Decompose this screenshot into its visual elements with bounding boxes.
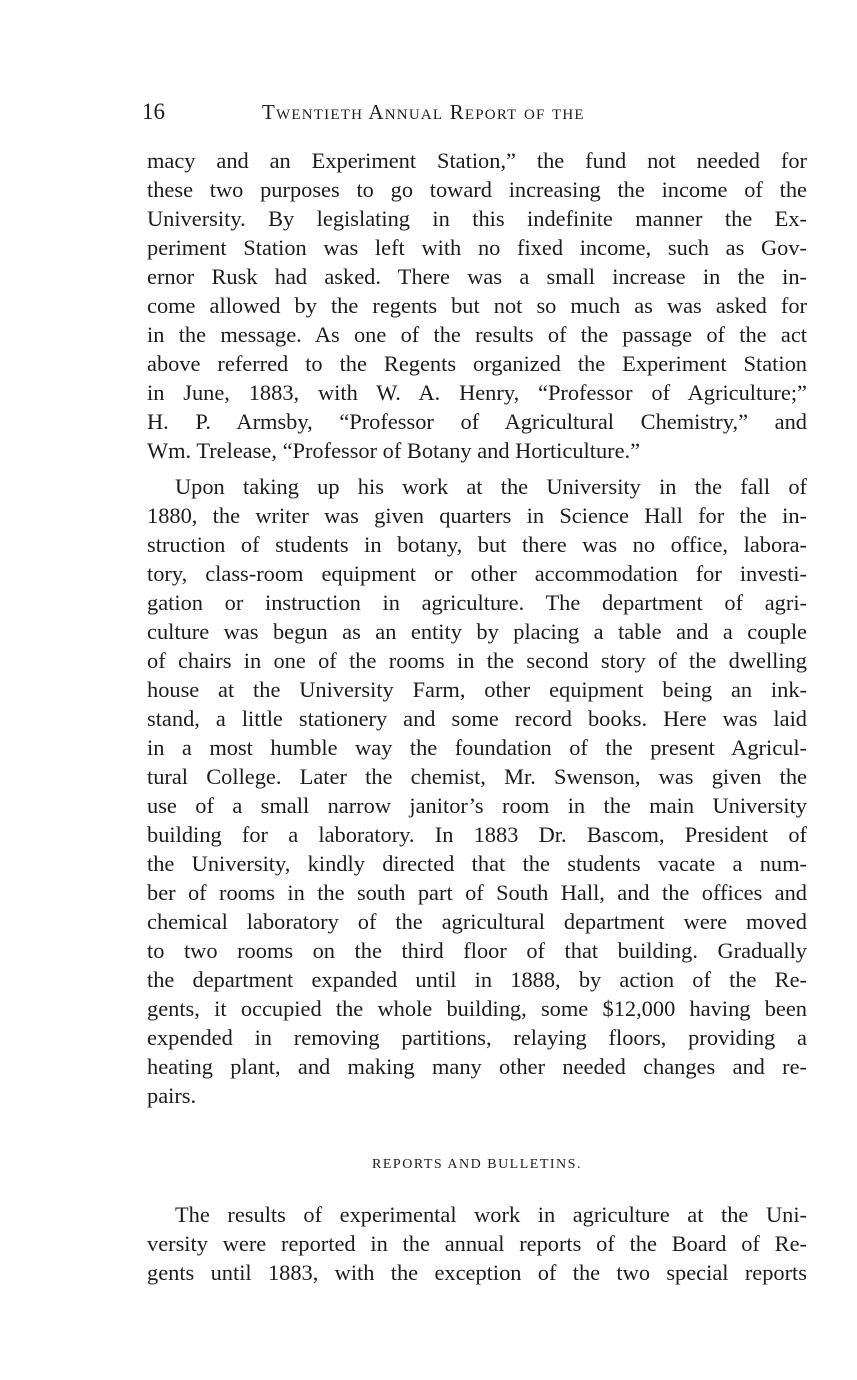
- text-line: gents until 1883, with the exception of the two special reports: [147, 1260, 807, 1285]
- page-header: [142, 96, 802, 132]
- text-line: culture was begun as an entity by placing a table and a couple: [147, 619, 807, 644]
- text-line: ernor Rusk had asked. There was a small increase in the in-: [147, 264, 807, 289]
- running-head: Twentieth Annual Report of the: [262, 100, 585, 124]
- text-line: in the message. As one of the results of the passage of the act: [147, 322, 807, 347]
- text-line: these two purposes to go toward increasing the income of the: [147, 177, 807, 202]
- text-line: house at the University Farm, other equipment being an ink-: [147, 677, 807, 702]
- text-line: versity were reported in the annual reports of the Board of Re-: [147, 1231, 807, 1256]
- text-line: the department expanded until in 1888, by action of the Re-: [147, 967, 807, 992]
- text-line: tural College. Later the chemist, Mr. Swenson, was given the: [147, 764, 807, 789]
- page-number: 16: [142, 99, 165, 124]
- text-line: in a most humble way the foundation of the present Agricul-: [147, 735, 807, 760]
- text-line: use of a small narrow janitor’s room in the main University: [147, 793, 807, 818]
- text-line: ber of rooms in the south part of South Hall, and the offices and: [147, 880, 807, 905]
- text-line: pairs.: [147, 1083, 197, 1108]
- text-line: University. By legislating in this indefinite manner the Ex-: [147, 206, 807, 231]
- text-line: expended in removing partitions, relaying floors, providing a: [147, 1025, 807, 1050]
- text-line: of chairs in one of the rooms in the second story of the dwelling: [147, 648, 807, 673]
- text-line: in June, 1883, with W. A. Henry, “Professor of Agriculture;”: [147, 380, 807, 405]
- text-line: gents, it occupied the whole building, some $12,000 having been: [147, 996, 807, 1021]
- text-line: H. P. Armsby, “Professor of Agricultural Chemistry,” and: [147, 409, 807, 434]
- text-line: to two rooms on the third floor of that building. Gradually: [147, 938, 807, 963]
- text-line: building for a laboratory. In 1883 Dr. Bascom, President of: [147, 822, 807, 847]
- text-line: gation or instruction in agriculture. The department of agri-: [147, 590, 807, 615]
- text-line: chemical laboratory of the agricultural department were moved: [147, 909, 807, 934]
- text-line: heating plant, and making many other needed changes and re-: [147, 1054, 807, 1079]
- text-line: 1880, the writer was given quarters in Science Hall for the in-: [147, 503, 807, 528]
- text-line: the University, kindly directed that the students vacate a num-: [147, 851, 807, 876]
- text-line: struction of students in botany, but there was no office, labora-: [147, 532, 807, 557]
- text-line: tory, class-room equipment or other accommodation for investi-: [147, 561, 807, 586]
- section-heading: REPORTS AND BULLETINS.: [372, 1157, 582, 1172]
- text-line: above referred to the Regents organized the Experiment Station: [147, 351, 807, 376]
- text-line: macy and an Experiment Station,” the fund not needed for: [147, 148, 807, 173]
- text-line: come allowed by the regents but not so much as was asked for: [147, 293, 807, 318]
- text-line: Upon taking up his work at the University in the fall of: [175, 474, 807, 499]
- text-line: periment Station was left with no fixed income, such as Gov-: [147, 235, 807, 260]
- text-line: The results of experimental work in agriculture at the Uni-: [175, 1202, 807, 1227]
- text-line: Wm. Trelease, “Professor of Botany and Horticulture.”: [147, 438, 641, 463]
- text-line: stand, a little stationery and some record books. Here was laid: [147, 706, 807, 731]
